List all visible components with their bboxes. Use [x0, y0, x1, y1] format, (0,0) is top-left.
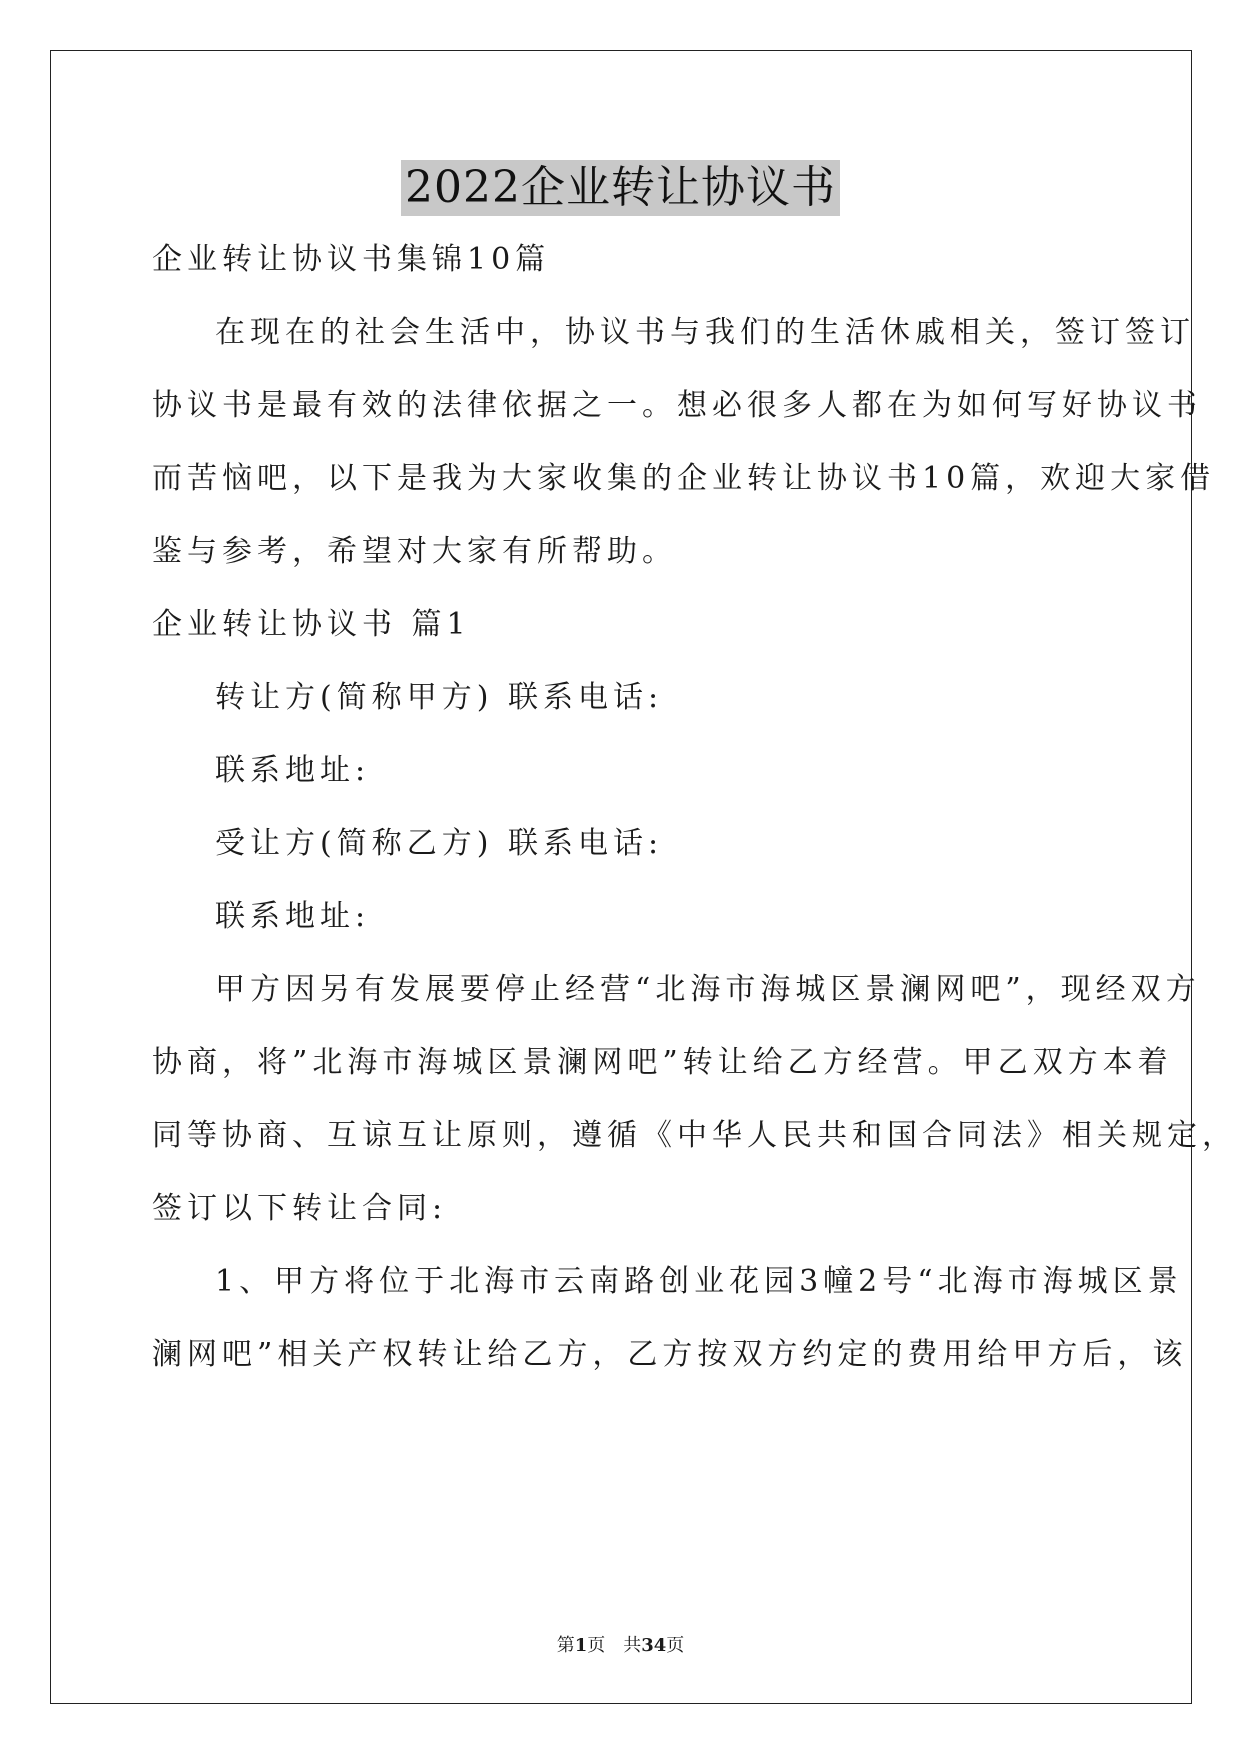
paragraph-line: 甲方因另有发展要停止经营“北海市海城区景澜网吧”，现经双方	[215, 972, 1201, 1007]
document-title: 2022企业转让协议书	[401, 160, 840, 216]
paragraph-line: 在现在的社会生活中，协议书与我们的生活休戚相关，签订签订	[215, 315, 1195, 350]
paragraph-line: 协商，将”北海市海城区景澜网吧”转让给乙方经营。甲乙双方本着	[152, 1045, 1173, 1080]
paragraph-line: 而苦恼吧，以下是我为大家收集的企业转让协议书10篇，欢迎大家借	[152, 461, 1216, 496]
paragraph-line: 受让方(简称乙方) 联系电话:	[215, 826, 664, 861]
paragraph-line: 签订以下转让合同:	[152, 1191, 448, 1226]
footer-middle: 页 共	[587, 1635, 642, 1656]
footer-suffix: 页	[666, 1635, 685, 1656]
footer-page-number: 1	[574, 1635, 588, 1656]
paragraph-line: 联系地址:	[215, 899, 371, 934]
paragraph-line: 同等协商、互谅互让原则，遵循《中华人民共和国合同法》相关规定，	[152, 1118, 1237, 1153]
page-footer	[0, 1634, 1241, 1658]
subtitle-line: 企业转让协议书集锦10篇	[152, 242, 551, 277]
paragraph-line: 鉴与参考，希望对大家有所帮助。	[152, 534, 677, 569]
paragraph-line: 协议书是最有效的法律依据之一。想必很多人都在为如何写好协议书	[152, 388, 1202, 423]
title-container	[0, 160, 1241, 216]
paragraph-line: 转让方(简称甲方) 联系电话:	[215, 680, 664, 715]
page-border	[50, 50, 1192, 1704]
paragraph-line: 联系地址:	[215, 753, 371, 788]
paragraph-line: 澜网吧”相关产权转让给乙方，乙方按双方约定的费用给甲方后，该	[152, 1337, 1188, 1372]
footer-prefix: 第	[556, 1635, 575, 1656]
footer-total-pages: 34	[641, 1635, 667, 1656]
section-heading: 企业转让协议书 篇1	[152, 607, 471, 642]
paragraph-line: 1、甲方将位于北海市云南路创业花园3幢2号“北海市海城区景	[215, 1264, 1183, 1299]
